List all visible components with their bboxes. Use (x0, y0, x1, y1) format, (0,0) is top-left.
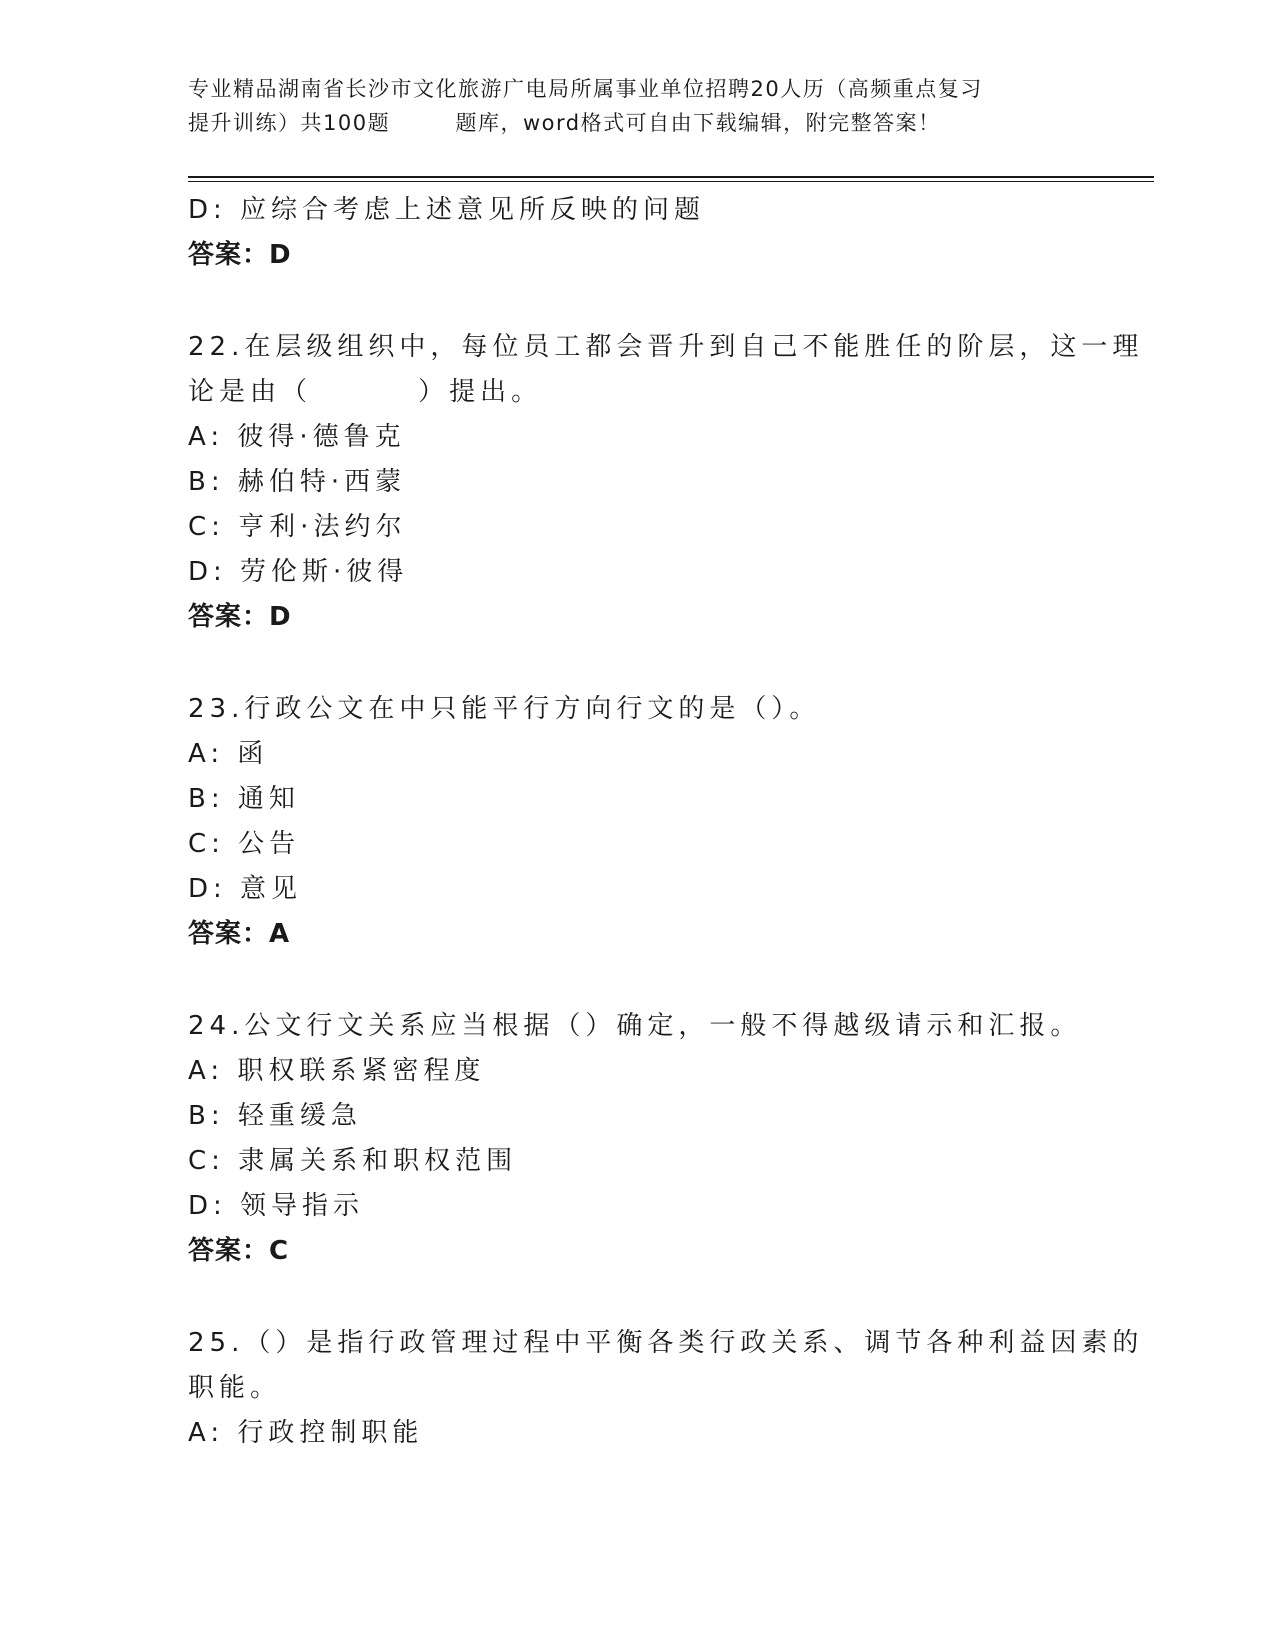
spacer (188, 278, 1088, 325)
header-line-2: 提升训练）共100题 题库，word格式可自由下载编辑，附完整答案！ (188, 111, 941, 135)
answer-line: 答案：D (188, 240, 292, 270)
option-a: A: 行政控制职能 (188, 1418, 424, 1448)
question-stem: 23.行政公文在中只能平行方向行文的是（）。 (188, 694, 821, 724)
spacer (188, 1274, 1088, 1321)
option-a: A: 职权联系紧密程度 (188, 1056, 486, 1086)
header-rule (188, 176, 1154, 178)
option-c: C: 公告 (188, 829, 301, 859)
page-header (188, 72, 1088, 140)
option-c: C: 亨利·法约尔 (188, 512, 407, 542)
option-b: B: 通知 (188, 784, 300, 814)
option-d: D: 领导指示 (188, 1191, 365, 1221)
option-b: B: 轻重缓急 (188, 1101, 362, 1131)
question-stem: 25.（）是指行政管理过程中平衡各类行政关系、调节各种利益因素的 (188, 1328, 1144, 1358)
option-b: B: 赫伯特·西蒙 (188, 467, 407, 497)
question-list (188, 188, 1144, 1456)
spacer (188, 957, 1088, 1004)
answer-line: 答案：A (188, 919, 291, 949)
option-a: A: 函 (188, 739, 269, 769)
option-a: A: 彼得·德鲁克 (188, 422, 406, 452)
spacer (188, 640, 1088, 687)
question-stem-cont: 职能。 (188, 1373, 282, 1403)
header-line-1: 专业精品湖南省长沙市文化旅游广电局所属事业单位招聘20人历（高频重点复习 (188, 77, 983, 101)
option-d: D: 劳伦斯·彼得 (188, 557, 409, 587)
question-stem-cont: 论是由（ ）提出。 (188, 377, 543, 407)
question-stem: 22.在层级组织中，每位员工都会晋升到自己不能胜任的阶层，这一理 (188, 332, 1144, 362)
answer-line: 答案：C (188, 1236, 290, 1266)
option-d: D: 应综合考虑上述意见所反映的问题 (188, 195, 706, 225)
header-rule-thin (188, 181, 1154, 182)
answer-line: 答案：D (188, 602, 292, 632)
option-c: C: 隶属关系和职权范围 (188, 1146, 518, 1176)
question-stem: 24.公文行文关系应当根据（）确定，一般不得越级请示和汇报。 (188, 1011, 1082, 1041)
option-d: D: 意见 (188, 874, 303, 904)
